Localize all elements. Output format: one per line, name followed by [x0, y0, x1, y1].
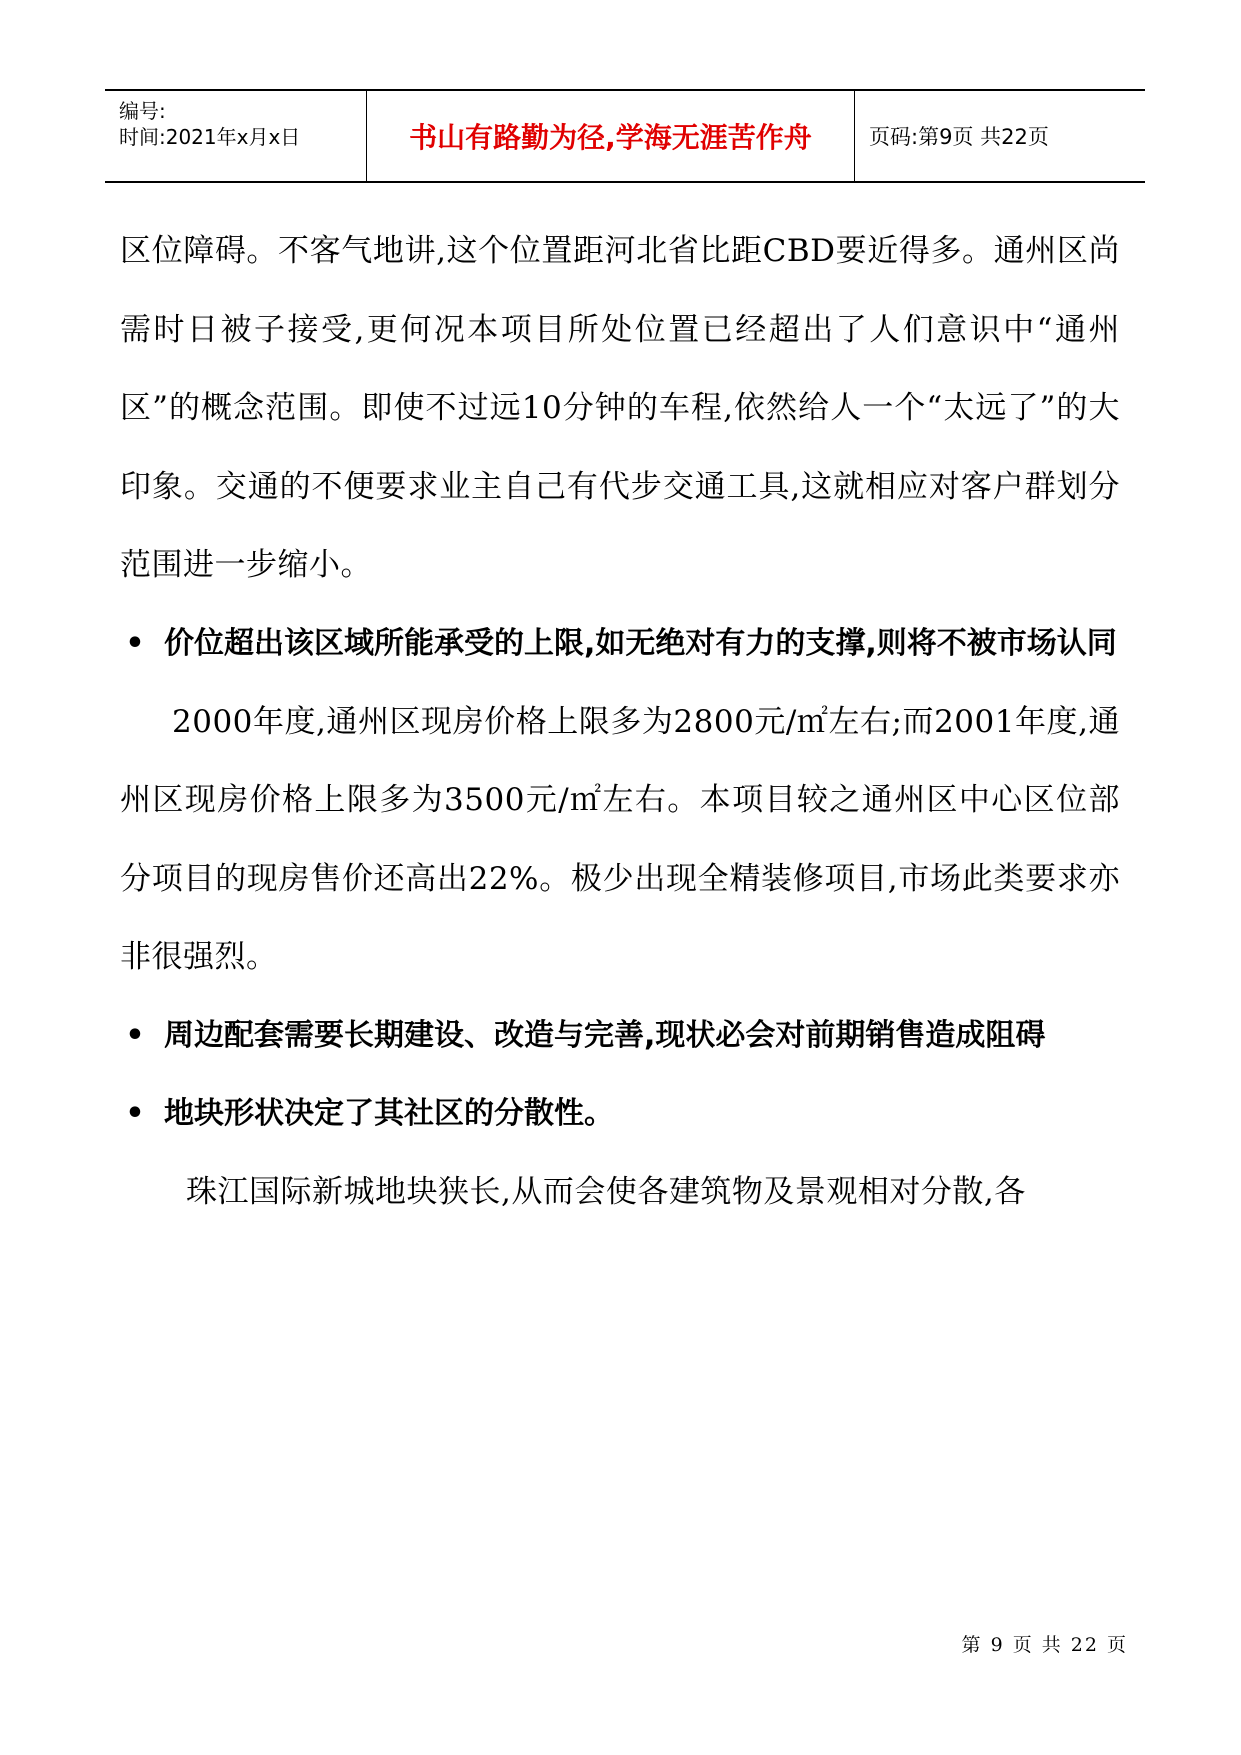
bullet-icon: • — [125, 1017, 145, 1053]
header-page-info: 页码:第9页 共22页 — [869, 125, 1049, 149]
bullet-icon: • — [125, 625, 145, 661]
page-header — [105, 89, 1145, 183]
time-label: 时间:2021年x月x日 — [119, 125, 301, 149]
page-footer: 第 9 页 共 22 页 — [961, 1634, 1128, 1656]
bullet-text: 地块形状决定了其社区的分散性。 — [164, 1095, 614, 1131]
header-meta — [105, 91, 367, 181]
bullet-facilities — [120, 997, 1120, 1075]
document-body — [120, 212, 1120, 1231]
paragraph-location-barrier: 区位障碍。不客气地讲,这个位置距河北省比距CBD要近得多。通州区尚需时日被子接受,更何况本项目所处位置已经超出了人们意识中“通州区”的概念范围。即使不过远10分钟的车程,依然给人一个“太远了”的大印象。交通的不便要求业主自己有代步交通工具,这就相应对客户群划分范围进一步缩小。 — [120, 233, 1120, 583]
paragraph-plot-description: 珠江国际新城地块狭长,从而会使各建筑物及景观相对分散,各 — [186, 1173, 1026, 1210]
bullet-plot-shape — [120, 1075, 1120, 1153]
paragraph-price-data: 2000年度,通州区现房价格上限多为2800元/㎡左右;而2001年度,通州区现房价格上限多为3500元/㎡左右。本项目较之通州区中心区位部分项目的现房售价还高出22%。极少出现全精装修项目,市场此类要求亦非很强烈。 — [120, 703, 1120, 975]
bullet-text: 周边配套需要长期建设、改造与完善,现状必会对前期销售造成阻碍 — [164, 1017, 1046, 1053]
number-label: 编号: — [119, 99, 166, 123]
bullet-text: 价位超出该区域所能承受的上限,如无绝对有力的支撑,则将不被市场认同 — [164, 625, 1117, 661]
bullet-icon: • — [125, 1095, 145, 1131]
header-motto: 书山有路勤为径,学海无涯苦作舟 — [367, 91, 855, 181]
bullet-price-limit — [120, 605, 1120, 683]
